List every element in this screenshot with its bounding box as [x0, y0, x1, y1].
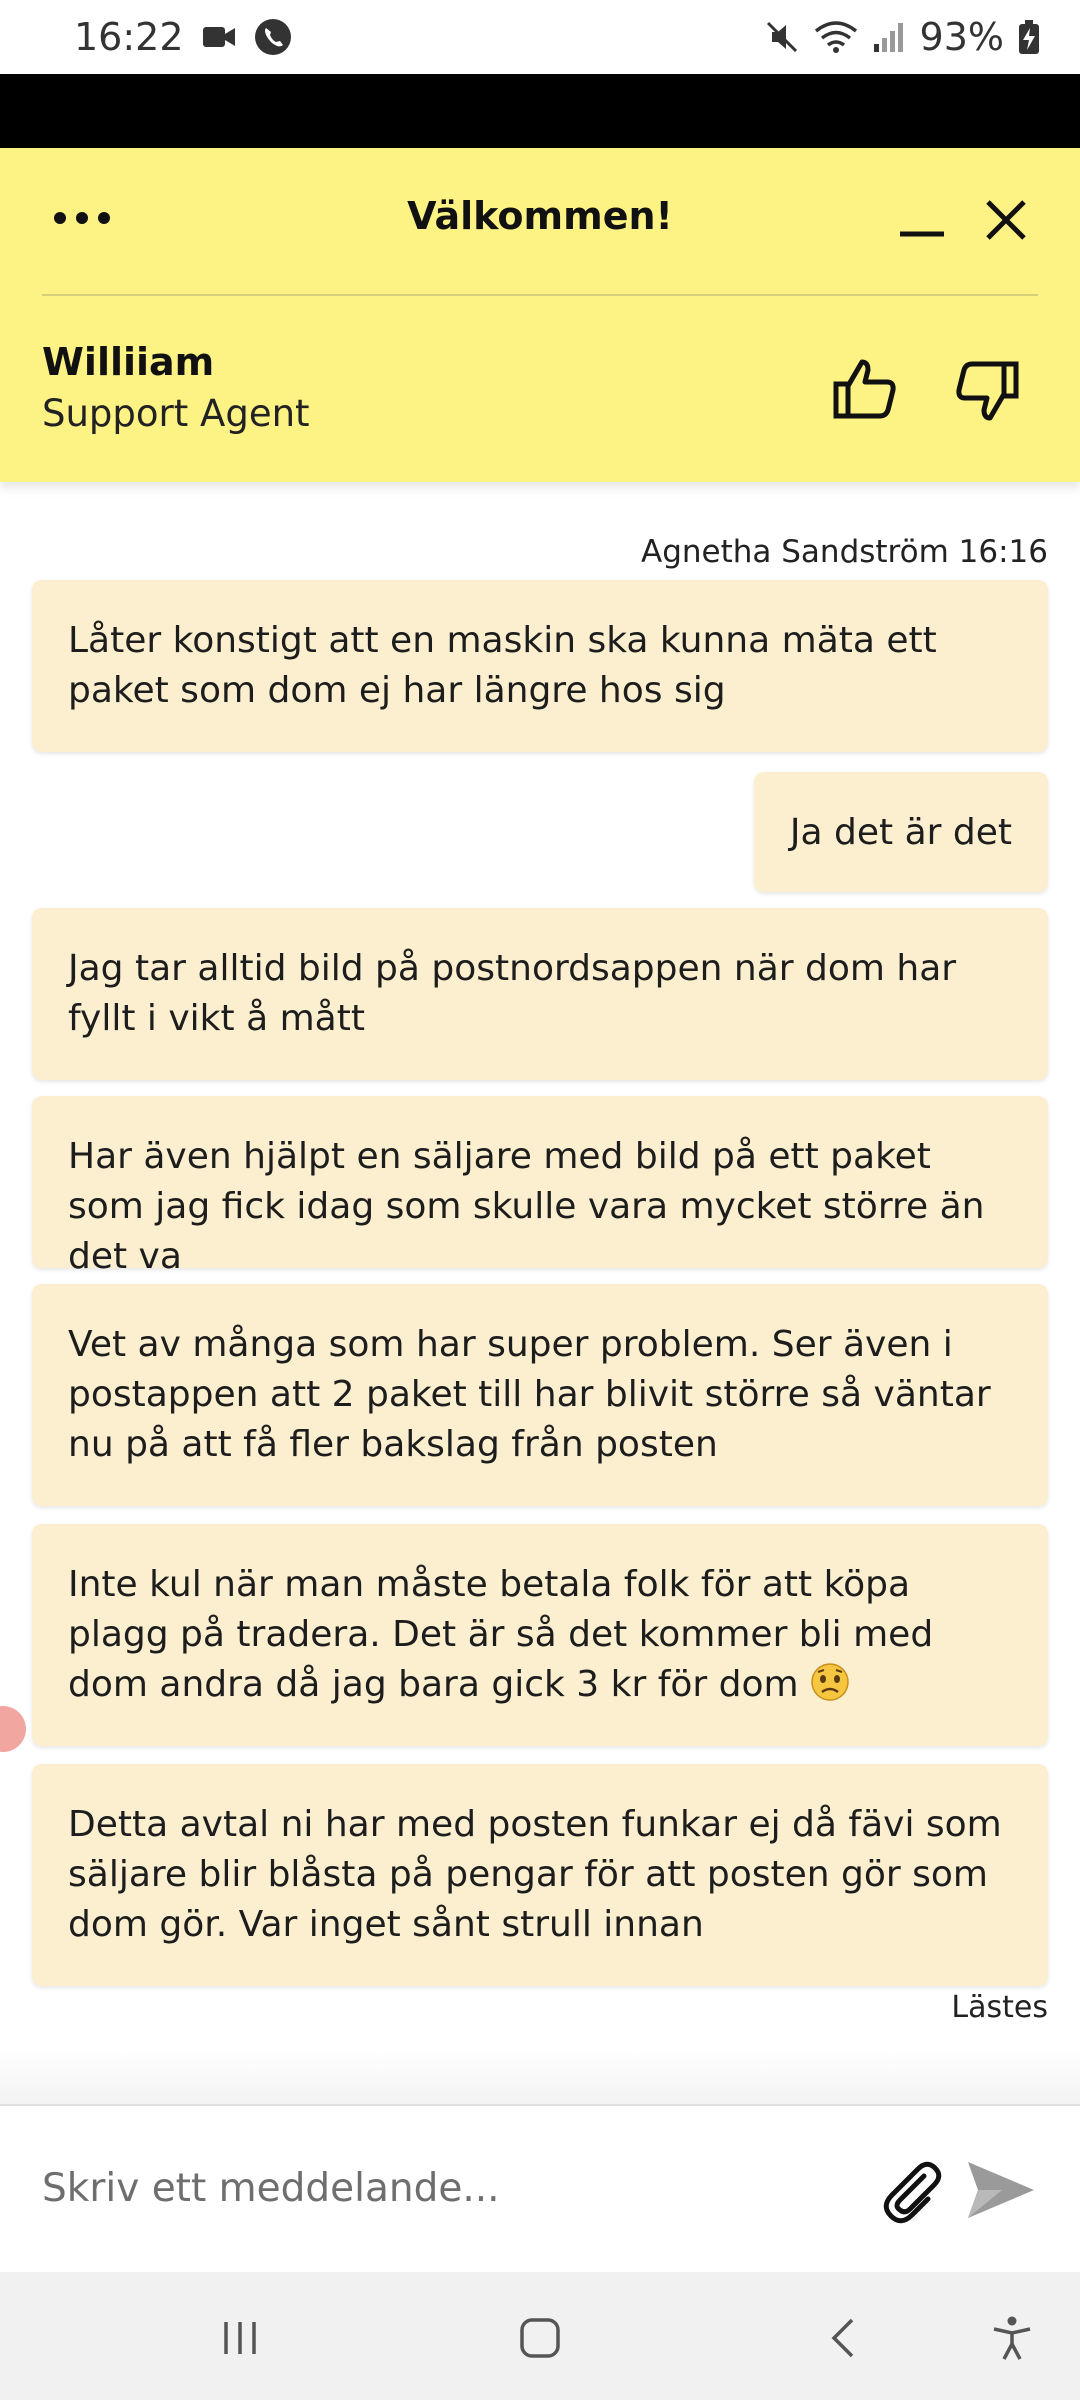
thumbs-down-icon [950, 354, 1022, 426]
message-list-fade [0, 2050, 1080, 2104]
rate-negative-button[interactable] [950, 354, 1022, 426]
back-icon [822, 2316, 866, 2360]
sender-name: Agnetha Sandström [641, 534, 949, 570]
video-camera-icon [202, 24, 236, 50]
chat-title: Välkommen! [407, 194, 673, 238]
signal-icon [872, 20, 906, 54]
agent-name: Williiam [42, 340, 215, 384]
rate-positive-button[interactable] [830, 354, 902, 426]
send-button[interactable] [962, 2152, 1038, 2228]
accessibility-icon [988, 2314, 1036, 2362]
recent-apps-button[interactable] [204, 2302, 276, 2374]
thumbs-up-icon [830, 354, 902, 426]
read-receipt: Lästes [951, 1990, 1048, 2025]
message-text: Ja det är det [789, 812, 1012, 853]
message-text: Låter konstigt att en maskin ska kunna mäta ett paket som dom ej har längre hos sig [68, 620, 937, 711]
message-sender-line [641, 534, 1048, 570]
accessibility-button[interactable] [976, 2302, 1048, 2374]
paperclip-icon [876, 2154, 948, 2226]
chat-header [0, 148, 1080, 482]
close-button[interactable] [974, 188, 1038, 252]
mute-icon [764, 19, 800, 55]
message-text: Inte kul när man måste betala folk för att köpa plagg på tradera. Det är så det kommer bli med dom andra då jag bara gick 3 kr för dom [68, 1564, 934, 1705]
sender-time: 16:16 [958, 534, 1048, 570]
back-button[interactable] [808, 2302, 880, 2374]
message-bubble [32, 1764, 1048, 1986]
message-text: Jag tar alltid bild på postnordsappen när dom har fyllt i vikt å mått [68, 948, 957, 1039]
message-input[interactable] [42, 2148, 842, 2228]
message-text: Vet av många som har super problem. Ser även i postappen att 2 paket till har blivit större så väntar nu på att få fler bakslag från posten [68, 1324, 991, 1465]
phone-call-icon [254, 18, 292, 56]
camera-cutout-band [0, 74, 1080, 148]
message-bubble-agent [754, 772, 1048, 892]
message-bubble [32, 1096, 1048, 1277]
battery-charging-icon [1018, 19, 1040, 55]
message-list[interactable] [0, 482, 1080, 2102]
recent-apps-icon [218, 2316, 262, 2360]
message-text: Har även hjälpt en säljare med bild på ett paket som jag fick idag som skulle vara mycket större än det va [68, 1136, 985, 1277]
attach-button[interactable] [876, 2154, 948, 2226]
message-bubble [32, 908, 1048, 1080]
message-bubble [32, 1524, 1048, 1746]
minimize-icon [890, 188, 954, 252]
header-top-bar [42, 148, 1038, 296]
close-icon [974, 188, 1038, 252]
minimize-button[interactable] [890, 188, 954, 252]
system-nav-bar [0, 2272, 1080, 2400]
worried-face-icon [810, 1662, 850, 1716]
agent-role: Support Agent [42, 392, 310, 435]
message-text: Detta avtal ni har med posten funkar ej då fävi som säljare blir blåsta på pengar för att posten gör som dom gör. Var inget sånt strull innan [68, 1804, 1002, 1945]
status-bar [0, 0, 1080, 74]
message-bubble [32, 580, 1048, 752]
message-composer [0, 2104, 1080, 2272]
wifi-icon [814, 19, 858, 55]
send-icon [962, 2152, 1038, 2228]
status-time: 16:22 [74, 15, 184, 59]
battery-level: 93% [919, 15, 1004, 59]
home-icon [516, 2314, 564, 2362]
message-bubble [32, 1284, 1048, 1506]
home-button[interactable] [504, 2302, 576, 2374]
